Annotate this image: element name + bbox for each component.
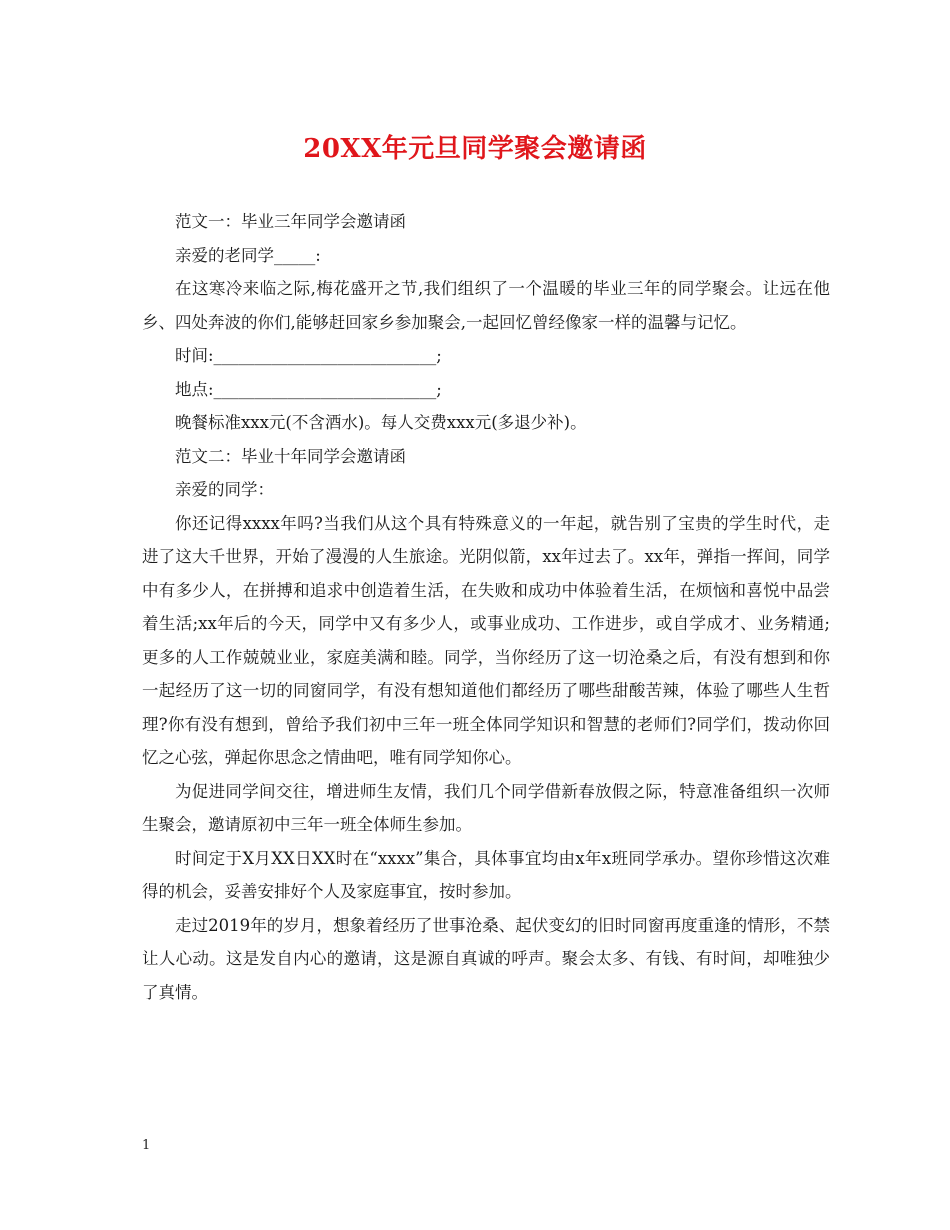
paragraph-memories: 你还记得xxxx年吗?当我们从这个具有特殊意义的一年起，就告别了宝贵的学生时代，走进了这大千世界，开始了漫漫的人生旅途。光阴似箭，xx年过去了。xx年，弹指一挥间，同学中有多少人，在拼搏和追求中创造着生活，在失败和成功中体验着生活，在烦恼和喜悦中品尝着生活;xx年后的今天，同学中又有多少人，或事业成功、工作进步，或自学成才、业务精通;更多的人工作兢兢业业，家庭美满和睦。同学，当你经历了这一切沧桑之后，有没有想到和你一起经历了这一切的同窗同学，有没有想知道他们都经历了哪些甜酸苦辣，体验了哪些人生哲理?你有没有想到，曾给予我们初中三年一班全体同学知识和智慧的老师们?同学们，拨动你回忆之心弦，弹起你思念之情曲吧，唯有同学知你心。 [142, 513, 830, 767]
document-body [142, 205, 830, 1009]
paragraph-schedule: 时间定于X月XX日XX时在“xxxx”集合，具体事宜均由x年x班同学承办。望你珍惜这次难得的机会，妥善安排好个人及家庭事宜，按时参加。 [142, 848, 830, 901]
paragraph-purpose: 为促进同学间交往，增进师生友情，我们几个同学借新春放假之际，特意准备组织一次师生聚会，邀请原初中三年一班全体师生参加。 [142, 781, 830, 834]
paragraph-greeting-two: 亲爱的同学： [175, 480, 274, 499]
paragraph-sample-one-heading: 范文一：毕业三年同学会邀请函 [175, 212, 406, 231]
page-number: 1 [142, 1138, 151, 1153]
paragraph-greeting-one: 亲爱的老同学_____: [175, 245, 321, 265]
paragraph-dinner-standard: 晚餐标准xxx元(不含酒水)。每人交费xxx元(多退少补)。 [175, 413, 587, 432]
paragraph-location-field: 地点:___________________________; [175, 379, 442, 399]
document-title: 20XX年元旦同学聚会邀请函 [303, 134, 647, 164]
paragraph-time-field: 时间:___________________________; [175, 346, 442, 365]
paragraph-closing: 走过2019年的岁月，想象着经历了世事沧桑、起伏变幻的旧时同窗再度重逢的情形，不禁让人心动。这是发自内心的邀请，这是源自真诚的呼声。聚会太多、有钱、有时间，却唯独少了真情。 [142, 915, 830, 1002]
paragraph-invitation-one: 在这寒冷来临之际,梅花盛开之节,我们组织了一个温暖的毕业三年的同学聚会。让远在他乡、四处奔波的你们,能够赶回家乡参加聚会,一起回忆曾经像家一样的温馨与记忆。 [142, 279, 830, 332]
paragraph-sample-two-heading: 范文二：毕业十年同学会邀请函 [175, 446, 406, 466]
